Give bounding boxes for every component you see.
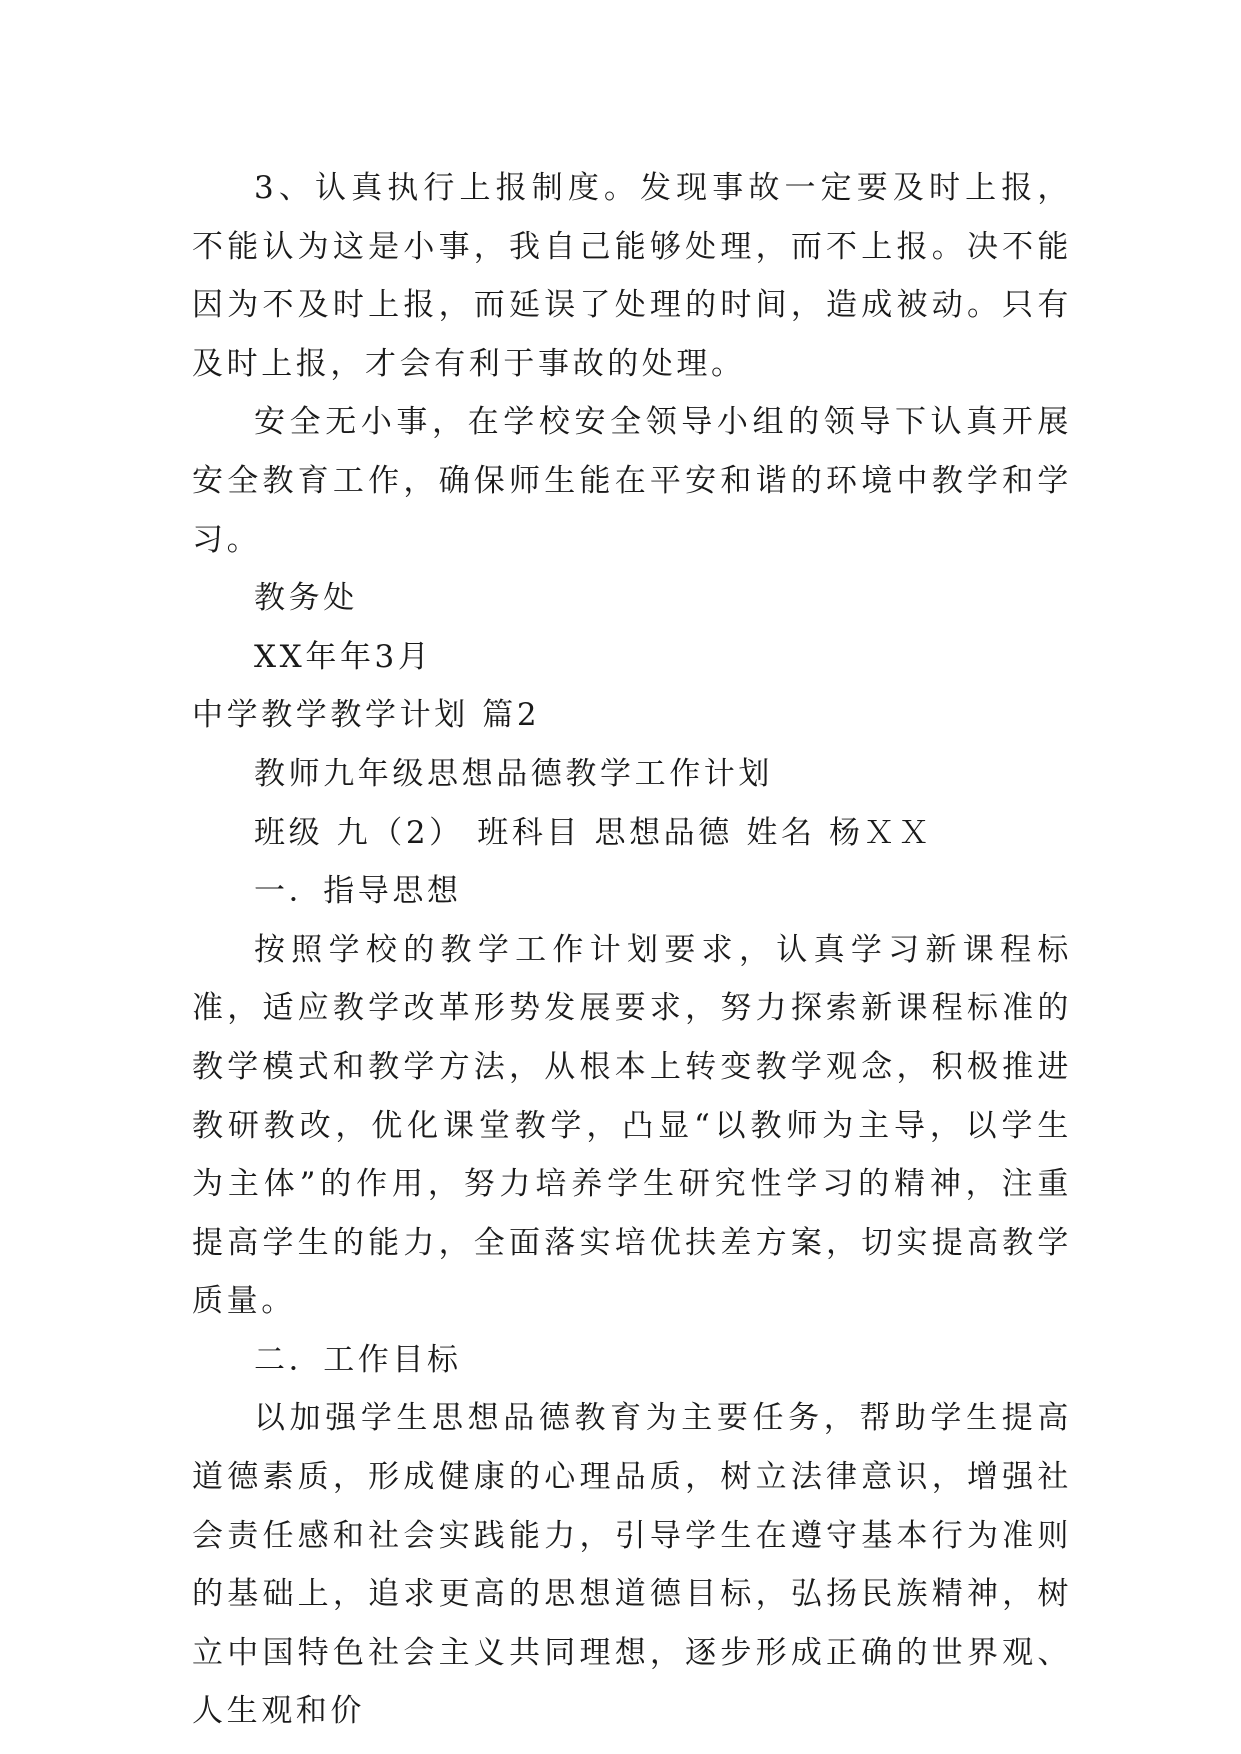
signature-office: 教务处 bbox=[254, 580, 358, 617]
paragraph-reporting-system: 3、认真执行上报制度。发现事故一定要及时上报，不能认为这是小事，我自己能够处理，而不上报。决不能因为不及时上报，而延误了处理的时间，造成被动。只有及时上报，才会有利于事故的处理。 bbox=[192, 170, 1072, 382]
plan-title: 教师九年级思想品德教学工作计划 bbox=[254, 755, 773, 792]
paragraph-safety-summary: 安全无小事，在学校安全领导小组的领导下认真开展安全教育工作，确保师生能在平安和谐的环境中教学和学习。 bbox=[192, 404, 1072, 558]
signature-date: XX年年3月 bbox=[254, 638, 433, 675]
document-body bbox=[192, 159, 1072, 1741]
paragraph-guiding-ideology: 按照学校的教学工作计划要求，认真学习新课程标准，适应教学改革形势发展要求，努力探索新课程标准的教学模式和教学方法，从根本上转变教学观念，积极推进教研教改，优化课堂教学，凸显“以教师为主导，以学生为主体”的作用，努力培养学生研究性学习的精神，注重提高学生的能力，全面落实培优扶差方案，切实提高教学质量。 bbox=[192, 931, 1072, 1320]
heading-guiding-ideology: 一．指导思想 bbox=[254, 873, 462, 910]
class-info-line: 班级 九（2） 班科目 思想品德 姓名 杨ＸＸ bbox=[254, 814, 933, 851]
section-title: 中学教学教学计划 篇2 bbox=[192, 697, 541, 734]
paragraph-work-goals: 以加强学生思想品德教育为主要任务，帮助学生提高道德素质，形成健康的心理品质，树立法律意识，增强社会责任感和社会实践能力，引导学生在遵守基本行为准则的基础上，追求更高的思想道德目标，弘扬民族精神，树立中国特色社会主义共同理想，逐步形成正确的世界观、人生观和价 bbox=[192, 1400, 1072, 1730]
heading-work-goals: 二．工作目标 bbox=[254, 1341, 462, 1378]
